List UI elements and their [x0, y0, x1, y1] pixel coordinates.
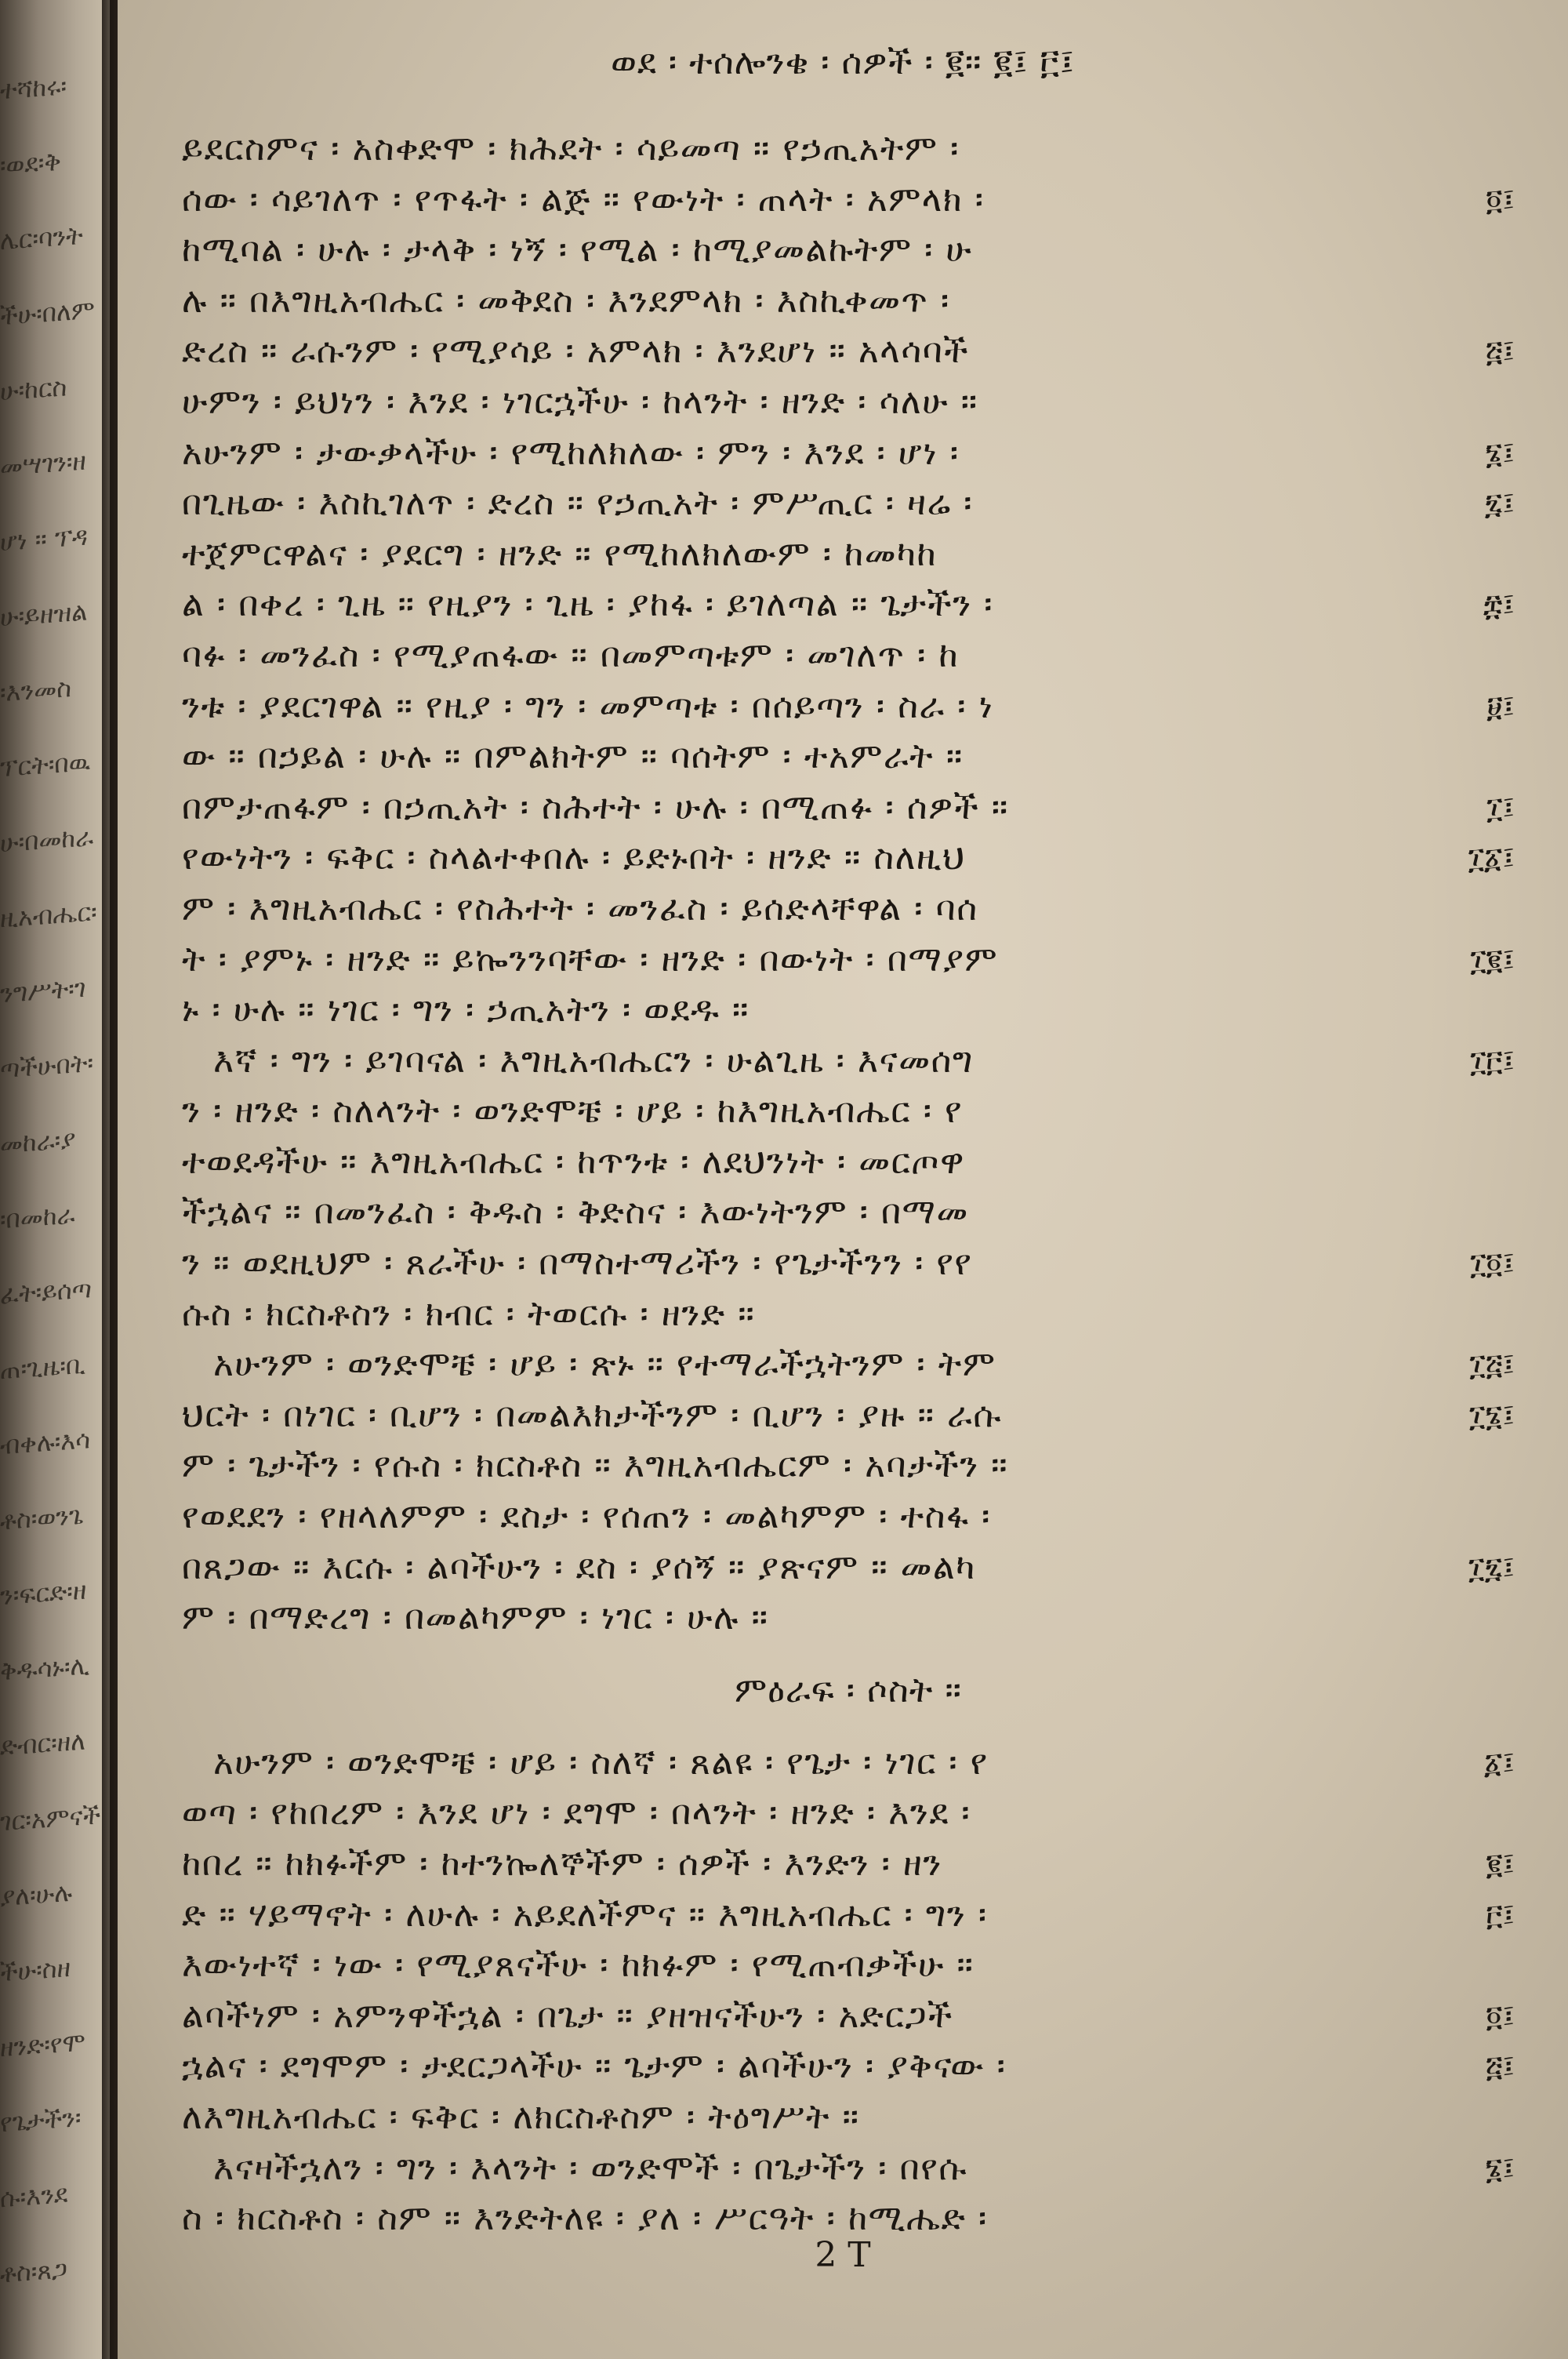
previous-page-text: ፡በመከራ [0, 1199, 75, 1235]
line-text: ሰው ፡ ሳይገለጥ ፡ የጥፋት ፡ ልጅ ። የውነት ፡ ጠላት ፡ አምላክ ፡ [182, 179, 985, 220]
verse-number: ፪፤ [1486, 1847, 1515, 1881]
line-text: ችኋልና ። በመንፈስ ፡ ቅዱስ ፡ ቅድስና ፡ እውነትንም ፡ በማመ [182, 1192, 969, 1233]
text-line [182, 1238, 1515, 1289]
line-text: ም ፡ እግዚአብሔር ፡ የስሕተት ፡ መንፈስ ፡ ይሰድላቸዋል ፡ ባሰ [182, 888, 978, 929]
line-text: ተወደዳችሁ ። እግዚአብሔር ፡ ከጥንቱ ፡ ለደህንነት ፡ መርጦዋ [182, 1141, 965, 1182]
verse-number: ፲፯፤ [1468, 1550, 1515, 1585]
chapter-two-text [182, 124, 1515, 1644]
text-line [182, 377, 1515, 428]
verse-number: ፲፩፤ [1468, 841, 1515, 876]
page-number: 2 T [815, 2235, 871, 2275]
verse-number: ፭፤ [1485, 2049, 1515, 2085]
previous-page-text: ችሁ፡በለም [0, 294, 95, 332]
text-line [182, 1593, 1515, 1644]
text-line [182, 985, 1515, 1036]
verse-number: ፲፤ [1486, 790, 1515, 825]
text-line [182, 1441, 1515, 1492]
text-line [182, 225, 1515, 276]
verse-number: ፩፤ [1484, 1745, 1515, 1780]
previous-page-text: ችሁ፡ስዘ [0, 1952, 71, 1988]
line-text: ከሚባል ፡ ሁሉ ፡ ታላቅ ፡ ነኝ ፡ የሚል ፡ ከሚያመልኩትም ፡ ሁ [182, 230, 973, 271]
previous-page-edge [0, 0, 110, 2359]
verse-number: ፯፤ [1484, 486, 1515, 522]
text-line [182, 276, 1515, 327]
previous-page-text: ሌር፡ባንት [0, 220, 83, 256]
verse-number: ፲፭፤ [1469, 1347, 1515, 1383]
line-text: ድ ። ሃይማኖት ፡ ለሁሉ ፡ አይደለችምና ። እግዚአብሔር ፡ ግን ፡ [182, 1894, 988, 1935]
previous-page-text: ጣችሁበት፡ [0, 1047, 94, 1085]
text-line [182, 2092, 1515, 2143]
text-line [182, 428, 1515, 479]
previous-page-text: ሁ፡ከርስ [0, 372, 67, 407]
previous-page-text: ጠ፡ጊዜ፡ቢ [0, 1349, 86, 1386]
previous-page-text: ፡እንመስ [0, 672, 72, 708]
line-text: ን ፡ ዘንድ ፡ ስለላንት ፡ ወንድሞቼ ፡ ሆይ ፡ ከእግዚአብሔር ፡ የ [182, 1091, 963, 1132]
text-line [182, 1339, 1515, 1390]
verse-number: ፬፤ [1486, 1998, 1515, 2034]
line-text: ከበረ ። ከክፉችም ፡ ከተንኰለኞችም ፡ ሰዎች ፡ እንድን ፡ ዘን [182, 1844, 942, 1884]
line-text: አሁንም ፡ ወንድሞቼ ፡ ሆይ ፡ ጽኑ ። የተማራችኋትንም ፡ ትም [213, 1344, 996, 1385]
verse-number: ፲፪፤ [1470, 942, 1515, 977]
line-text: እኛ ፡ ግን ፡ ይገባናል ፡ እግዚአብሔርን ፡ ሁልጊዜ ፡ እናመሰግ [213, 1040, 974, 1081]
line-text: ው ። በኃይል ፡ ሁሉ ። በምልክትም ። ባሰትም ፡ ተአምራት ። [182, 736, 964, 777]
previous-page-text: ሁ፡ይዘዝል [0, 596, 88, 633]
line-text: ድረስ ። ራሱንም ፡ የሚያሳይ ፡ አምላክ ፡ እንደሆነ ። አላሳባች [182, 331, 969, 372]
line-text: ተጀምርዋልና ፡ ያደርግ ፡ ዘንድ ። የሚከለክለውም ፡ ከመካከ [182, 533, 938, 574]
text-line [182, 124, 1515, 175]
line-text: ወጣ ፡ የከበረም ፡ እንደ ሆነ ፡ ደግሞ ፡ በላንት ፡ ዘንድ ፡ እንደ ፡ [182, 1793, 971, 1834]
line-text: ት ፡ ያምኑ ፡ ዘንድ ። ይኰንንባቸው ፡ ዘንድ ፡ በውነት ፡ በማያም [182, 939, 999, 980]
text-line [182, 175, 1515, 226]
line-text: አሁንም ፡ ወንድሞቼ ፡ ሆይ ፡ ስለኛ ፡ ጸልዩ ፡ የጌታ ፡ ነገር ፡ የ [213, 1742, 989, 1783]
previous-page-text: ተሻከሩ፡ [0, 71, 67, 106]
text-line [182, 1543, 1515, 1594]
previous-page-text: ንግሥት፡ገ [0, 972, 86, 1009]
line-text: ልባችነም ፡ አምንዋችኋል ፡ በጌታ ። ያዘዝናችሁን ፡ አድርጋች [182, 1995, 953, 2036]
previous-page-text: ፕርት፡በዉ [0, 747, 91, 783]
verse-number: ፫፤ [1486, 1897, 1515, 1932]
text-line [182, 1086, 1515, 1137]
line-text: በምታጠፋም ፡ በኃጢአት ፡ ስሕተት ፡ ሁሉ ፡ በሚጠፉ ፡ ሰዎች ። [182, 787, 1009, 827]
line-text: ህርት ፡ በነገር ፡ ቢሆን ፡ በመልእክታችንም ፡ ቢሆን ፡ ያዙ ። ራሱ [182, 1394, 1002, 1435]
text-line [182, 1137, 1515, 1188]
text-line [182, 1036, 1515, 1087]
text-line [182, 2143, 1515, 2194]
line-text: ኋልና ፡ ደግሞም ፡ ታደርጋላችሁ ። ጌታም ፡ ልባችሁን ፡ ያቅናው ፡ [182, 2046, 1007, 2087]
text-line [182, 783, 1515, 834]
line-text: ስ ፡ ክርስቶስ ፡ ስም ። እንድትለዩ ፡ ያለ ፡ ሥርዓት ፡ ከሚሔድ ፡ [182, 2198, 988, 2239]
previous-page-text: ዘንድ፡የሞ [0, 2026, 85, 2063]
verse-number: ፭፤ [1485, 334, 1515, 369]
text-line [182, 1940, 1515, 1991]
previous-page-text: ን፡ፍርድ፡ዘ [0, 1575, 87, 1612]
text-line [182, 884, 1515, 935]
book-page [118, 0, 1568, 2359]
previous-page-text: ሱ፡እንደ [0, 2179, 68, 2214]
line-text: ይደርስምና ፡ አስቀድሞ ፡ ክሕደት ፡ ሳይመጣ ። የኃጢአትም ፡ [182, 129, 960, 169]
text-line [182, 1991, 1515, 2042]
line-text: ለእግዚአብሔር ፡ ፍቅር ፡ ለክርስቶስም ፡ ትዕግሥት ። [182, 2096, 860, 2137]
previous-page-text: መከራ፡ያ [0, 1124, 76, 1160]
line-text: ሱስ ፡ ክርስቶስን ፡ ክብር ፡ ትወርሱ ፡ ዘንድ ። [182, 1293, 756, 1334]
line-text: ም ፡ በማድረግ ፡ በመልካምም ፡ ነገር ፡ ሁሉ ። [182, 1598, 769, 1638]
text-line [182, 1492, 1515, 1543]
previous-page-text: ዚአብሔር፡ [0, 896, 97, 934]
previous-page-text: መሣገን፡ዘ [0, 445, 86, 482]
text-line [182, 2041, 1515, 2092]
text-block [182, 124, 1515, 2245]
verse-number: ፲፫፤ [1470, 1043, 1515, 1078]
line-text: እናዛችኋለን ፡ ግን ፡ እላንት ፡ ወንድሞች ፡ በጌታችን ፡ በየሱ [213, 2147, 967, 2188]
text-line [182, 1890, 1515, 1941]
verse-number: ፱፤ [1486, 689, 1515, 724]
text-line [182, 1390, 1515, 1441]
text-line [182, 529, 1515, 580]
line-text: ም ፡ ጌታችን ፡ የሱስ ፡ ክርስቶስ ። እግዚአብሔርም ፡ አባታችን ። [182, 1445, 1009, 1486]
previous-page-text: ቶስ፡ወንጌ [0, 1499, 84, 1536]
text-line [182, 580, 1515, 631]
text-line [182, 682, 1515, 732]
chapter-heading: ምዕራፍ ፡ ሶስት ። [735, 1670, 962, 1710]
verse-number: ፲፮፤ [1469, 1398, 1515, 1433]
line-text: የውነትን ፡ ፍቅር ፡ ስላልተቀበሉ ፡ ይድኑበት ፡ ዘንድ ። ስለዚህ [182, 838, 966, 878]
line-text: ሁምን ፡ ይህነን ፡ እንደ ፡ ነገርኋችሁ ፡ ከላንት ፡ ዘንድ ፡ ሳለሁ ። [182, 381, 978, 422]
previous-page-text: ፈት፡ይሰጣ [0, 1274, 92, 1310]
previous-page-text: ድብር፡ዘለ [0, 1725, 85, 1762]
text-line [182, 833, 1515, 884]
previous-page-text: ሁ፡በመከራ [0, 821, 94, 859]
text-line [182, 935, 1515, 986]
text-line [182, 1788, 1515, 1839]
text-line [182, 1738, 1515, 1789]
running-head: ወደ ፡ ተሰሎንቄ ፡ ሰዎች ፡ ፪። ፪፤ ፫፤ [611, 42, 1075, 82]
line-text: ኑ ፡ ሁሉ ። ነገር ፡ ግን ፡ ኃጢአትን ፡ ወደዱ ። [182, 990, 750, 1030]
line-text: በጊዜው ፡ እስኪገለጥ ፡ ድረስ ። የኃጢአት ፡ ምሥጢር ፡ ዛሬ ፡ [182, 483, 974, 524]
verse-number: ፲፬፤ [1470, 1246, 1515, 1281]
text-line [182, 478, 1515, 529]
previous-page-text: ያለ፡ሁሉ [0, 1877, 73, 1913]
text-line [182, 1187, 1515, 1238]
verse-number: ፮፤ [1485, 2150, 1515, 2186]
line-text: እውነተኛ ፡ ነው ፡ የሚያጸናችሁ ፡ ከክፉም ፡ የሚጠብቃችሁ ። [182, 1945, 975, 1986]
chapter-three-text [182, 1738, 1515, 2245]
line-text: ን ። ወደዚህም ፡ ጸራችሁ ፡ በማስተማሪችን ፡ የጌታችንን ፡ የየ [182, 1243, 973, 1284]
previous-page-text: ሆነ ። ፕዳ [0, 521, 88, 558]
line-text: ንቱ ፡ ያደርገዋል ። የዚያ ፡ ግን ፡ መምጣቱ ፡ በሰይጣን ፡ ስራ ፡ ነ [182, 685, 994, 726]
text-line [182, 326, 1515, 377]
text-line [182, 631, 1515, 682]
line-text: ባፉ ፡ መንፈስ ፡ የሚያጠፋው ። በመምጣቱም ፡ መገለጥ ፡ ከ [182, 634, 960, 675]
text-line [182, 1839, 1515, 1890]
verse-number: ፮፤ [1485, 435, 1515, 471]
previous-page-text: ቶስ፡ጸጋ [0, 2254, 67, 2289]
previous-page-text: ብቀሉ፡እሳ [0, 1424, 91, 1461]
line-text: በጸጋው ። እርሱ ፡ ልባችሁን ፡ ደስ ፡ ያሰኝ ። ያጽናም ። መልካ [182, 1547, 976, 1587]
text-line [182, 732, 1515, 783]
verse-number: ፰፤ [1483, 587, 1515, 623]
previous-page-text: ቅዱሳኑ፡ሊ [0, 1650, 90, 1687]
previous-page-text: የጌታችን፡ [0, 2103, 82, 2139]
previous-page-text: ገር፡አምናች [0, 1800, 101, 1837]
previous-page-text: ፡ወደ፡ቅ [0, 146, 61, 181]
line-text: የወደደን ፡ የዘላለምም ፡ ደስታ ፡ የሰጠን ፡ መልካምም ፡ ተስፋ ፡ [182, 1496, 991, 1537]
line-text: አሁንም ፡ ታውቃላችሁ ፡ የሚከለክለው ፡ ምን ፡ እንደ ፡ ሆነ ፡ [182, 432, 960, 473]
line-text: ል ፡ በቀረ ፡ ጊዜ ። የዚያን ፡ ጊዜ ፡ ያከፋ ፡ ይገለጣል ። ጌታችን ፡ [182, 584, 994, 625]
line-text: ሉ ። በእግዚአብሔር ፡ መቅደስ ፡ እንደምላክ ፡ እስኪቀመጥ ፡ [182, 280, 950, 321]
verse-number: ፬፤ [1486, 182, 1515, 217]
text-line [182, 1289, 1515, 1340]
